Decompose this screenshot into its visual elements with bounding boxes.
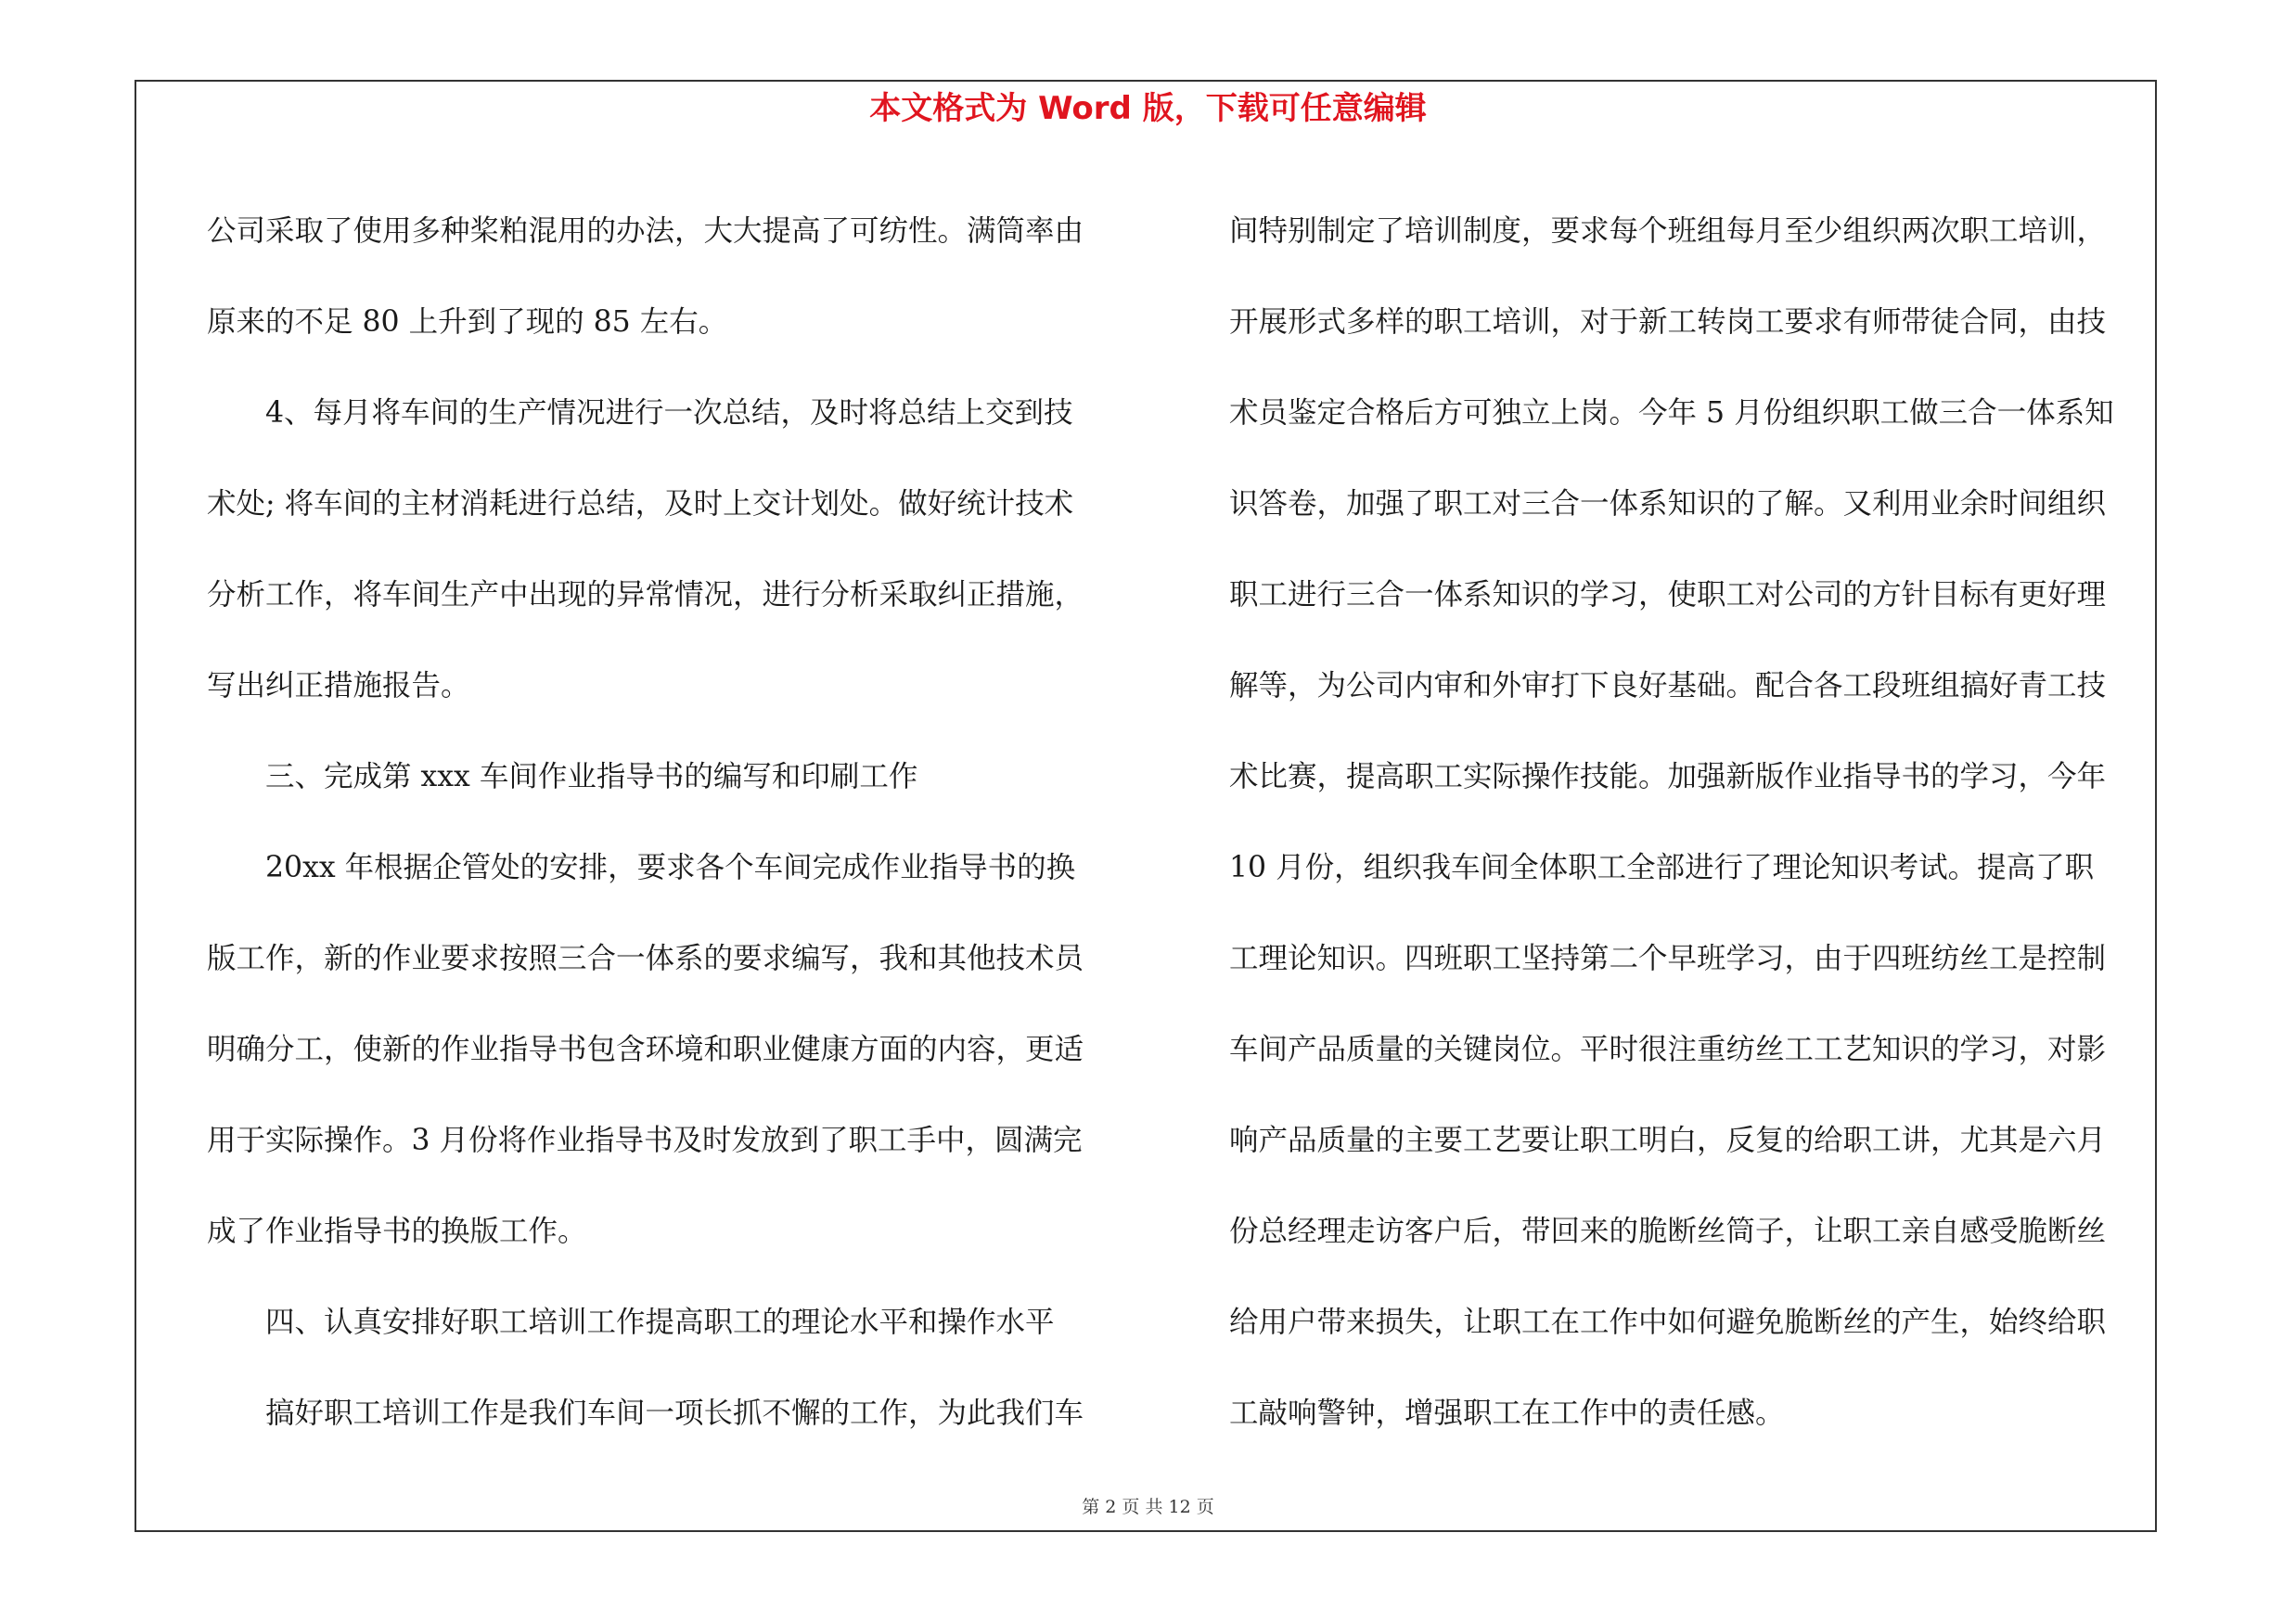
text-line: 份总经理走访客户后，带回来的脆断丝筒子，让职工亲自感受脆断丝 xyxy=(1229,1215,2107,1248)
text-line: 明确分工，使新的作业指导书包含环境和职业健康方面的内容，更适 xyxy=(207,1033,1084,1066)
format-banner: 本文格式为 Word 版，下载可任意编辑 xyxy=(869,90,1427,127)
text-line: 识答卷，加强了职工对三合一体系知识的了解。又利用业余时间组织 xyxy=(1229,487,2107,521)
text-line: 术员鉴定合格后方可独立上岗。今年 5 月份组织职工做三合一体系知 xyxy=(1229,396,2114,430)
text-line: 公司采取了使用多种桨粕混用的办法，大大提高了可纺性。满筒率由 xyxy=(207,214,1084,248)
section-heading: 三、完成第 xxx 车间作业指导书的编写和印刷工作 xyxy=(207,760,918,793)
text-line: 开展形式多样的职工培训，对于新工转岗工要求有师带徒合同，由技 xyxy=(1229,305,2107,339)
text-line: 写出纠正措施报告。 xyxy=(207,669,470,702)
text-line: 搞好职工培训工作是我们车间一项长抓不懈的工作，为此我们车 xyxy=(207,1397,1084,1430)
text-line: 间特别制定了培训制度，要求每个班组每月至少组织两次职工培训， xyxy=(1229,214,2107,248)
text-line: 车间产品质量的关键岗位。平时很注重纺丝工工艺知识的学习，对影 xyxy=(1229,1033,2107,1066)
text-line: 术处; 将车间的主材消耗进行总结，及时上交计划处。做好统计技术 xyxy=(207,487,1074,521)
text-line: 术比赛，提高职工实际操作技能。加强新版作业指导书的学习，今年 xyxy=(1229,760,2107,793)
text-line: 响产品质量的主要工艺要让职工明白，反复的给职工讲，尤其是六月 xyxy=(1229,1124,2107,1157)
text-line: 版工作，新的作业要求按照三合一体系的要求编写，我和其他技术员 xyxy=(207,942,1084,975)
text-line: 职工进行三合一体系知识的学习，使职工对公司的方针目标有更好理 xyxy=(1229,578,2107,612)
text-line: 给用户带来损失，让职工在工作中如何避免脆断丝的产生，始终给职 xyxy=(1229,1306,2107,1339)
text-line: 工敲响警钟，增强职工在工作中的责任感。 xyxy=(1229,1397,1785,1430)
right-column xyxy=(1229,186,2161,1459)
text-line: 20xx 年根据企管处的安排，要求各个车间完成作业指导书的换 xyxy=(207,851,1076,884)
text-line: 原来的不足 80 上升到了现的 85 左右。 xyxy=(207,305,728,339)
text-line: 10 月份，组织我车间全体职工全部进行了理论知识考试。提高了职 xyxy=(1229,851,2095,884)
text-line: 分析工作，将车间生产中出现的异常情况，进行分析采取纠正措施， xyxy=(207,578,1084,612)
text-line: 用于实际操作。3 月份将作业指导书及时发放到了职工手中，圆满完 xyxy=(207,1124,1083,1157)
text-line: 4、每月将车间的生产情况进行一次总结，及时将总结上交到技 xyxy=(207,396,1073,430)
section-heading: 四、认真安排好职工培训工作提高职工的理论水平和操作水平 xyxy=(207,1306,1055,1339)
text-line: 成了作业指导书的换版工作。 xyxy=(207,1215,587,1248)
left-column xyxy=(207,186,1139,1459)
text-line: 解等，为公司内审和外审打下良好基础。配合各工段班组搞好青工技 xyxy=(1229,669,2107,702)
page-number-footer: 第 2 页 共 12 页 xyxy=(1082,1497,1214,1517)
text-line: 工理论知识。四班职工坚持第二个早班学习，由于四班纺丝工是控制 xyxy=(1229,942,2107,975)
